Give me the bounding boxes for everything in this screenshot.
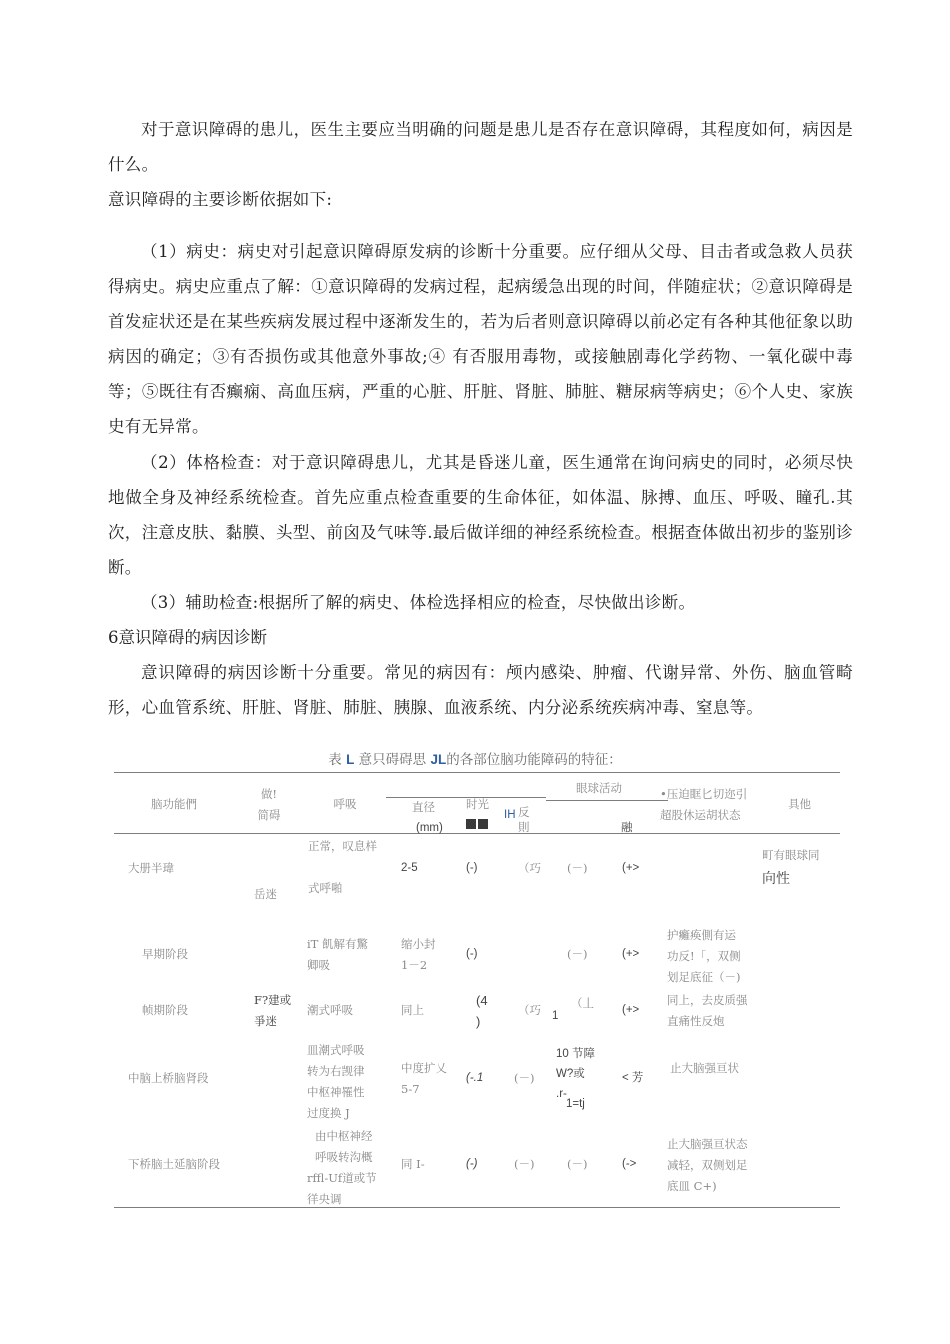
row-midbrain-name bbox=[128, 1068, 209, 1089]
row-midbrain-ih: (－) bbox=[514, 1071, 535, 1085]
row-early-stage-compression: 护癱痪側有运 功反!「，双侧 划足底征（－) bbox=[667, 928, 741, 984]
row-lower-pons-resp-bc bbox=[307, 1168, 377, 1210]
header-eye-movement: 眼球活动 bbox=[576, 781, 622, 795]
row-lower-pons-resp-code: rffl-Uf bbox=[307, 1171, 343, 1185]
header-pupil-diameter: 直径 bbox=[412, 800, 435, 814]
eye-group-rule bbox=[546, 800, 668, 801]
row-midbrain-eye1-extra: 1=tj bbox=[566, 1098, 585, 1110]
row-cerebral-hemisphere-eye2: (+> bbox=[622, 862, 640, 874]
paragraph-etiology: 意识障碍的病因诊断十分重要。常见的病因有：颅内感染、肿瘤、代谢异常、外伤、脑血管畸形，心血管系统、肝脏、肾脏、肺脏、胰腺、血液系统、内分泌系统疾病冲毒、窒息等。 bbox=[108, 663, 853, 717]
features-table bbox=[114, 772, 840, 1208]
row-midbrain-name-b: 上桥脑肾段 bbox=[151, 1071, 209, 1085]
row-lower-pons-diam-b: I- bbox=[416, 1157, 425, 1171]
caption-part: JL bbox=[430, 752, 447, 767]
row-midbrain-eye1: 10 节障 W?或 .r- bbox=[556, 1048, 595, 1100]
caption-part: 意只碍碍思 bbox=[358, 752, 427, 768]
header-light-reflex: 时光 bbox=[466, 797, 489, 811]
paragraph-physical-exam: （2）体格检查：对于意识障碍患儿，尤其是昏迷儿童，医生通常在询问病史的同时，必须尽快地做全身及神经系统检查。首先应重点检查重要的生命体征，如体温、脉搏、血压、呼吸、瞳孔.其次，注意皮肤、黏膜、头型、前囟及气味等.最后做详细的神经系统检查。根据查体做出初步的鉴别诊断。 bbox=[108, 453, 853, 577]
row-cerebral-hemisphere-name: 大册半瑋 bbox=[128, 861, 174, 875]
row-late-stage-ih: （巧 bbox=[518, 1003, 541, 1017]
row-early-stage-name: 早期阶段 bbox=[142, 947, 188, 961]
row-cerebral-hemisphere-respiration: 正常，叹息样 式呼啪 bbox=[308, 839, 377, 895]
row-lower-pons-respiration bbox=[307, 1126, 377, 1210]
row-late-stage-respiration: 潮式呼吸 bbox=[307, 1003, 353, 1017]
row-cerebral-hemisphere-light: (-) bbox=[466, 862, 478, 874]
row-late-stage-name: 帧期阶段 bbox=[142, 1003, 188, 1017]
row-lower-pons-light: (-) bbox=[466, 1158, 478, 1170]
row-lower-pons-ih: (－) bbox=[514, 1157, 535, 1171]
row-lower-pons-resp-c: 道或节 徉央调 bbox=[307, 1171, 377, 1206]
row-lower-pons-diam-a: 同 bbox=[401, 1157, 413, 1171]
paragraph-diagnosis-basis: 意识障碍的主要诊断依据如下: bbox=[108, 190, 333, 209]
row-cerebral-hemisphere-eye1: (－) bbox=[567, 861, 588, 875]
row-early-stage-diameter: 缩小封 1－2 bbox=[401, 937, 436, 972]
header-ih-reflex: 反 則 bbox=[518, 805, 530, 834]
row-lower-pons-eye2: (-> bbox=[622, 1158, 637, 1170]
caption-part: L bbox=[346, 752, 355, 767]
row-cerebral-hemisphere-ih: （巧 bbox=[518, 861, 541, 875]
row-late-stage-consciousness: F?建或 爭迷 bbox=[254, 993, 292, 1028]
light-reflex-marker bbox=[466, 814, 490, 835]
row-lower-pons-name: 下桥脑土延脑阶段 bbox=[128, 1157, 220, 1171]
row-early-stage-eye2: (+> bbox=[622, 948, 640, 960]
row-midbrain-diameter: 中度扩乂 5-7 bbox=[401, 1061, 447, 1096]
row-cerebral-hemisphere-other: 町有眼球同 bbox=[762, 848, 820, 862]
row-lower-pons-eye1: (－) bbox=[567, 1157, 588, 1171]
section-heading-etiology: 6意识障碍的病因诊断 bbox=[108, 628, 267, 647]
table-top-rule bbox=[114, 772, 840, 773]
paragraph-auxiliary-exam: （3）辅助检查:根据所了解的病史、体检选择相应的检查，尽快做出诊断。 bbox=[141, 593, 696, 612]
header-pupil-unit: (mm) bbox=[416, 822, 443, 834]
header-brain-function: 脑功能們 bbox=[151, 797, 197, 811]
caption-part: 的各部位脑功能障码的特征： bbox=[446, 752, 622, 768]
row-cerebral-hemisphere-consciousness: 岳迷 bbox=[254, 887, 277, 901]
row-midbrain-light: (-.1 bbox=[466, 1072, 484, 1084]
row-midbrain-name-a: 中脑 bbox=[128, 1071, 151, 1085]
row-early-stage-light: (-) bbox=[466, 948, 478, 960]
row-lower-pons-compression: 止大脑强亘状态 减轻，双侧划足 底皿 C+) bbox=[667, 1137, 748, 1193]
header-other: 具他 bbox=[788, 797, 811, 811]
header-respiration: 呼吸 bbox=[333, 797, 357, 811]
row-early-stage-respiration bbox=[307, 934, 368, 976]
paragraph-intro: 对于意识障碍的患儿，医生主要应当明确的问题是患儿是否存在意识障碍，其程度如何，病因是什么。 bbox=[108, 120, 853, 174]
row-late-stage-compression: 同上，去皮质强 直痛性反炮 bbox=[667, 993, 748, 1028]
row-late-stage-light: (4 ) bbox=[476, 993, 488, 1029]
row-early-stage-resp-prefix: iT bbox=[307, 937, 319, 951]
header-eye-sub: 融 bbox=[621, 820, 633, 834]
row-late-stage-diameter: 同上 bbox=[401, 1003, 424, 1017]
row-early-stage-eye1: (－) bbox=[567, 947, 588, 961]
header-consciousness: 做! 简碍 bbox=[257, 787, 281, 822]
row-late-stage-eye2: (+> bbox=[622, 1004, 640, 1016]
row-cerebral-hemisphere-diameter: 2-5 bbox=[401, 862, 418, 874]
row-cerebral-hemisphere-other-2: 向性 bbox=[762, 870, 790, 886]
row-midbrain-respiration: 皿潮式呼吸 转为右觊律 中枢神罹性 过度换 J bbox=[307, 1043, 365, 1120]
table-bottom-rule bbox=[114, 1207, 840, 1208]
row-late-stage-eye1: （丄 bbox=[571, 996, 594, 1010]
row-lower-pons-diameter bbox=[401, 1154, 425, 1175]
header-compression: •压迫眶匕切迩引 超股休运胡状态 bbox=[660, 787, 748, 822]
caption-part: 表 bbox=[328, 752, 342, 768]
row-lower-pons-resp-a: 由中枢神经 呼吸转沟概 bbox=[315, 1129, 373, 1164]
row-late-stage-eye1-mark: 1 bbox=[552, 1010, 559, 1022]
row-midbrain-compression: 止大脑强亘状 bbox=[670, 1061, 739, 1075]
table-caption bbox=[0, 748, 950, 768]
paragraph-history: （1）病史：病史对引起意识障碍原发病的诊断十分重要。应仔细从父母、目击者或急救人员获得病史。病史应重点了解：①意识障碍的发病过程，起病缓急出现的时间，伴随症状；②意识障碍是首发症状还是在某些疾病发展过程中逐渐发生的，若为后者则意识障碍以前必定有各种其他征象以助病因的确定；③有否损伤或其他意外事故;④ 有否服用毒物，或接触剧毒化学药物、一氧化碳中毒等；⑤既往有否癫痫、高血压病，严重的心脏、肝脏、肾脏、肺脏、糖尿病等病史；⑥个人史、家族史有无异常。 bbox=[108, 242, 853, 436]
row-early-stage-resp-text: 飢解有驚 卿吸 bbox=[307, 937, 369, 972]
row-midbrain-eye2: < 芳 bbox=[622, 1072, 644, 1084]
header-ih-label: IH bbox=[504, 809, 516, 821]
